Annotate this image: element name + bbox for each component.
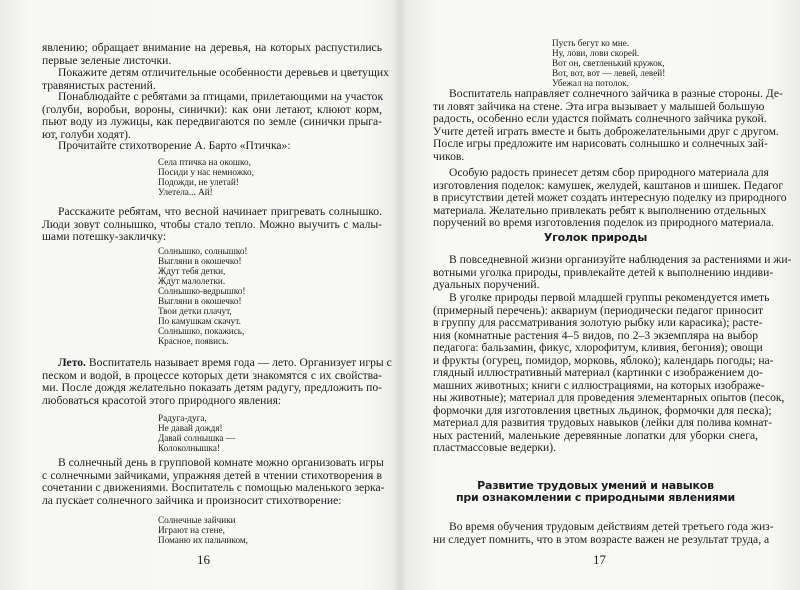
text-line: Прочитайте стихотворение А. Барто «Птичка»: — [58, 139, 291, 152]
text-line: Понаблюдайте с ребятами за птицами, прилетающими на участок — [58, 90, 384, 103]
text-line: Солнечные зайчики — [158, 515, 236, 525]
text-line: Уголок природы — [543, 231, 648, 244]
lead-term: Лето. — [58, 356, 86, 369]
text-line: Давай солнышка — — [158, 433, 236, 443]
text-line: чиков. — [433, 149, 465, 163]
paragraph — [433, 87, 783, 163]
text-line: Убежал на потолок. — [552, 78, 629, 88]
paragraph — [42, 42, 382, 67]
text-line: ных растений, маленькие деревянные лопатки для уборки снега, — [433, 428, 758, 442]
text-line: ют, голуби ходят). — [42, 127, 131, 141]
paragraph — [433, 253, 792, 292]
text-line: песком и водой, в процессе которых дети знакомятся с их свойства- — [42, 368, 382, 382]
text-line: (примерный перечень): аквариум (периодически педагог приносит — [433, 303, 764, 317]
text-line: В повседневной жизни организуйте наблюдения за растениями и жи- — [449, 253, 792, 266]
paragraph — [42, 66, 389, 92]
text-line: Солнышко, покажись, — [158, 326, 245, 336]
section-heading — [433, 480, 758, 504]
page-number: 16 — [197, 552, 210, 567]
text-line: Радуга-дуга, — [158, 413, 207, 423]
paragraph — [42, 456, 385, 507]
text-line: Солнышко-ведрышко! — [158, 286, 246, 296]
text-line: сочетании с движениями. Воспитатель с помощью маленького зерка- — [42, 481, 385, 494]
text-line: Особую радость принесет детям сбор природного материала для — [449, 166, 769, 179]
text-line: вотными уголка природы, привлекайте детей к выполнению индиви- — [433, 265, 774, 279]
text-line: явлению; обращает внимание на деревья, на которых распустились — [42, 41, 382, 54]
paragraph — [42, 206, 382, 244]
text-line: ти ловят зайчика на стене. Эта игра вызывает у малышей большую — [433, 99, 765, 113]
right-page — [400, 0, 800, 590]
paragraph — [433, 520, 774, 546]
text-line: Улетела... Ай! — [158, 187, 213, 197]
text-line: Играют на стене, — [158, 525, 225, 535]
poem — [158, 515, 248, 545]
text-line: Поманю их пальчиком, — [158, 535, 248, 545]
text-line: с солнечными зайчиками, упражняя детей в чтении стихотворения в — [42, 468, 382, 482]
text-line: педагога: бальзамин, фикус, хлорофитум, кливия, бегония); овощи — [433, 341, 763, 354]
text-line: любоваться красотой этого природного явления: — [42, 393, 282, 407]
text-line: Люди зовут солнышко, чтобы стало тепло. Можно выучить с малы- — [42, 217, 382, 231]
text-line: В солнечный день в групповой комнате можно организовать игры — [58, 456, 384, 469]
text-line: Покажите детям отличительные особенности деревьев и цветущих — [58, 66, 389, 79]
text-line: дуальных поручений. — [433, 278, 540, 291]
text-line: Не давай дождя! — [158, 423, 223, 433]
paragraph — [433, 166, 787, 230]
paragraph — [42, 140, 382, 153]
text-line: ми. После дождя желательно показать детям радугу, предложить по- — [42, 381, 382, 394]
section-heading — [433, 232, 758, 244]
text-line: Пусть бегут ко мне. — [552, 38, 630, 48]
text-line: ла пускает солнечного зайчика и произносит стихотворение: — [42, 493, 342, 507]
paragraph — [42, 91, 382, 141]
text-line: (голуби, воробьи, вороны, синички): как они летают, клюют корм, — [42, 102, 382, 116]
text-line: ния (комнатные растения 4–5 видов, по 2–3 экземпляра на выбор — [433, 328, 758, 342]
text-line: материала. Желательно привлекать ребят к выполнению отдельных — [433, 203, 767, 217]
text-line: пластмассовые ведерки). — [433, 441, 556, 454]
text-line: После игры предложите им нарисовать солнышко и солнечных зай- — [433, 137, 768, 150]
text-line: Ну, лови, лови скорей. — [552, 48, 640, 58]
text-line: в присутствии детей может создать интересную поделку из природного — [433, 191, 787, 204]
text-line: пьют воду из лужицы, как передвигаются по земле (синички прыга- — [42, 115, 382, 128]
poem — [552, 38, 665, 88]
text-line: формочки для изготовления цветных льдинок, формочки для песка); — [433, 403, 772, 417]
text-line: Колоколнышка! — [158, 443, 221, 453]
page-number: 17 — [593, 552, 606, 567]
text-line: при ознакомлении с природными явлениями — [455, 491, 736, 504]
text-line: Твои детки плачут, — [158, 306, 232, 316]
text-line: Выгляни в окошечко! — [158, 256, 242, 266]
text-line: и фрукты (огурец, помидор, морковь, яблоко); календарь погоды; на- — [433, 353, 774, 367]
text-line: Расскажите ребятам, что весной начинает пригревать солнышко. — [58, 205, 382, 218]
paragraph — [42, 356, 392, 407]
text-line: Солнышко, солнышко! — [158, 246, 248, 256]
text-line: шами потешку-закличку: — [42, 230, 167, 243]
text-line: Во время обучения трудовым действиям детей третьего года жиз- — [449, 520, 774, 533]
text-line: Посиди у нас немножко, — [158, 167, 254, 177]
text-line: Подожди, не улетай! — [158, 177, 239, 187]
text-line: Села птичка на окошко, — [158, 157, 251, 167]
text-line: ни следует помнить, что в этом возрасте важен не результат труда, а — [433, 532, 770, 546]
text-line: материал для развития трудовых навыков (лейки для полива комнат- — [433, 416, 773, 429]
line-text: Воспитатель называет время года — лето. Организует игры с — [85, 356, 392, 369]
text-line: в группу для рассматривания золотую рыбку или карасика); расте- — [433, 316, 763, 329]
text-line: ны животные); материал для проведения элементарных опытов (песок, — [433, 391, 785, 404]
text-line: Вот он, светленький кружок, — [552, 58, 665, 68]
text-line: радость, особенно если удастся поймать солнечного зайчика рукой. — [433, 112, 767, 125]
text-line — [42, 356, 392, 370]
text-line: травянистых растений. — [42, 78, 156, 92]
text-line: первые зеленые листочки. — [42, 53, 172, 67]
text-line: По камушкам скачут. — [158, 316, 241, 326]
text-line: Ждут тебя детки, — [158, 266, 226, 276]
poem — [158, 157, 254, 197]
text-line: машних животных; книги с иллюстрациями, на которых изображе- — [433, 378, 765, 392]
text-line: Ждут малолетки. — [158, 276, 226, 286]
text-line: поручений во время изготовления поделок из природного материала. — [433, 216, 774, 229]
text-line: Красное, появись. — [158, 336, 229, 346]
text-line: глядный иллюстративный материал (картинки с изображением до- — [433, 366, 763, 379]
paragraph — [433, 291, 785, 455]
text-line: Воспитатель направляет солнечного зайчика в разные стороны. Де- — [449, 87, 783, 100]
text-line: В уголке природы первой младшей группы рекомендуется иметь — [449, 291, 770, 304]
text-line: Вот, вот, вот — левей, левей! — [552, 68, 666, 78]
text-line: Учите детей играть вместе и быть доброжелательными друг с другом. — [433, 124, 779, 138]
text-line: изготовления поделок: камушек, желудей, каштанов и шишек. Педагог — [433, 178, 784, 192]
text-line: Развитие трудовых умений и навыков — [477, 479, 714, 492]
poem — [158, 413, 235, 453]
poem — [158, 246, 247, 346]
text-line: Выгляни в окошечко! — [158, 296, 242, 306]
